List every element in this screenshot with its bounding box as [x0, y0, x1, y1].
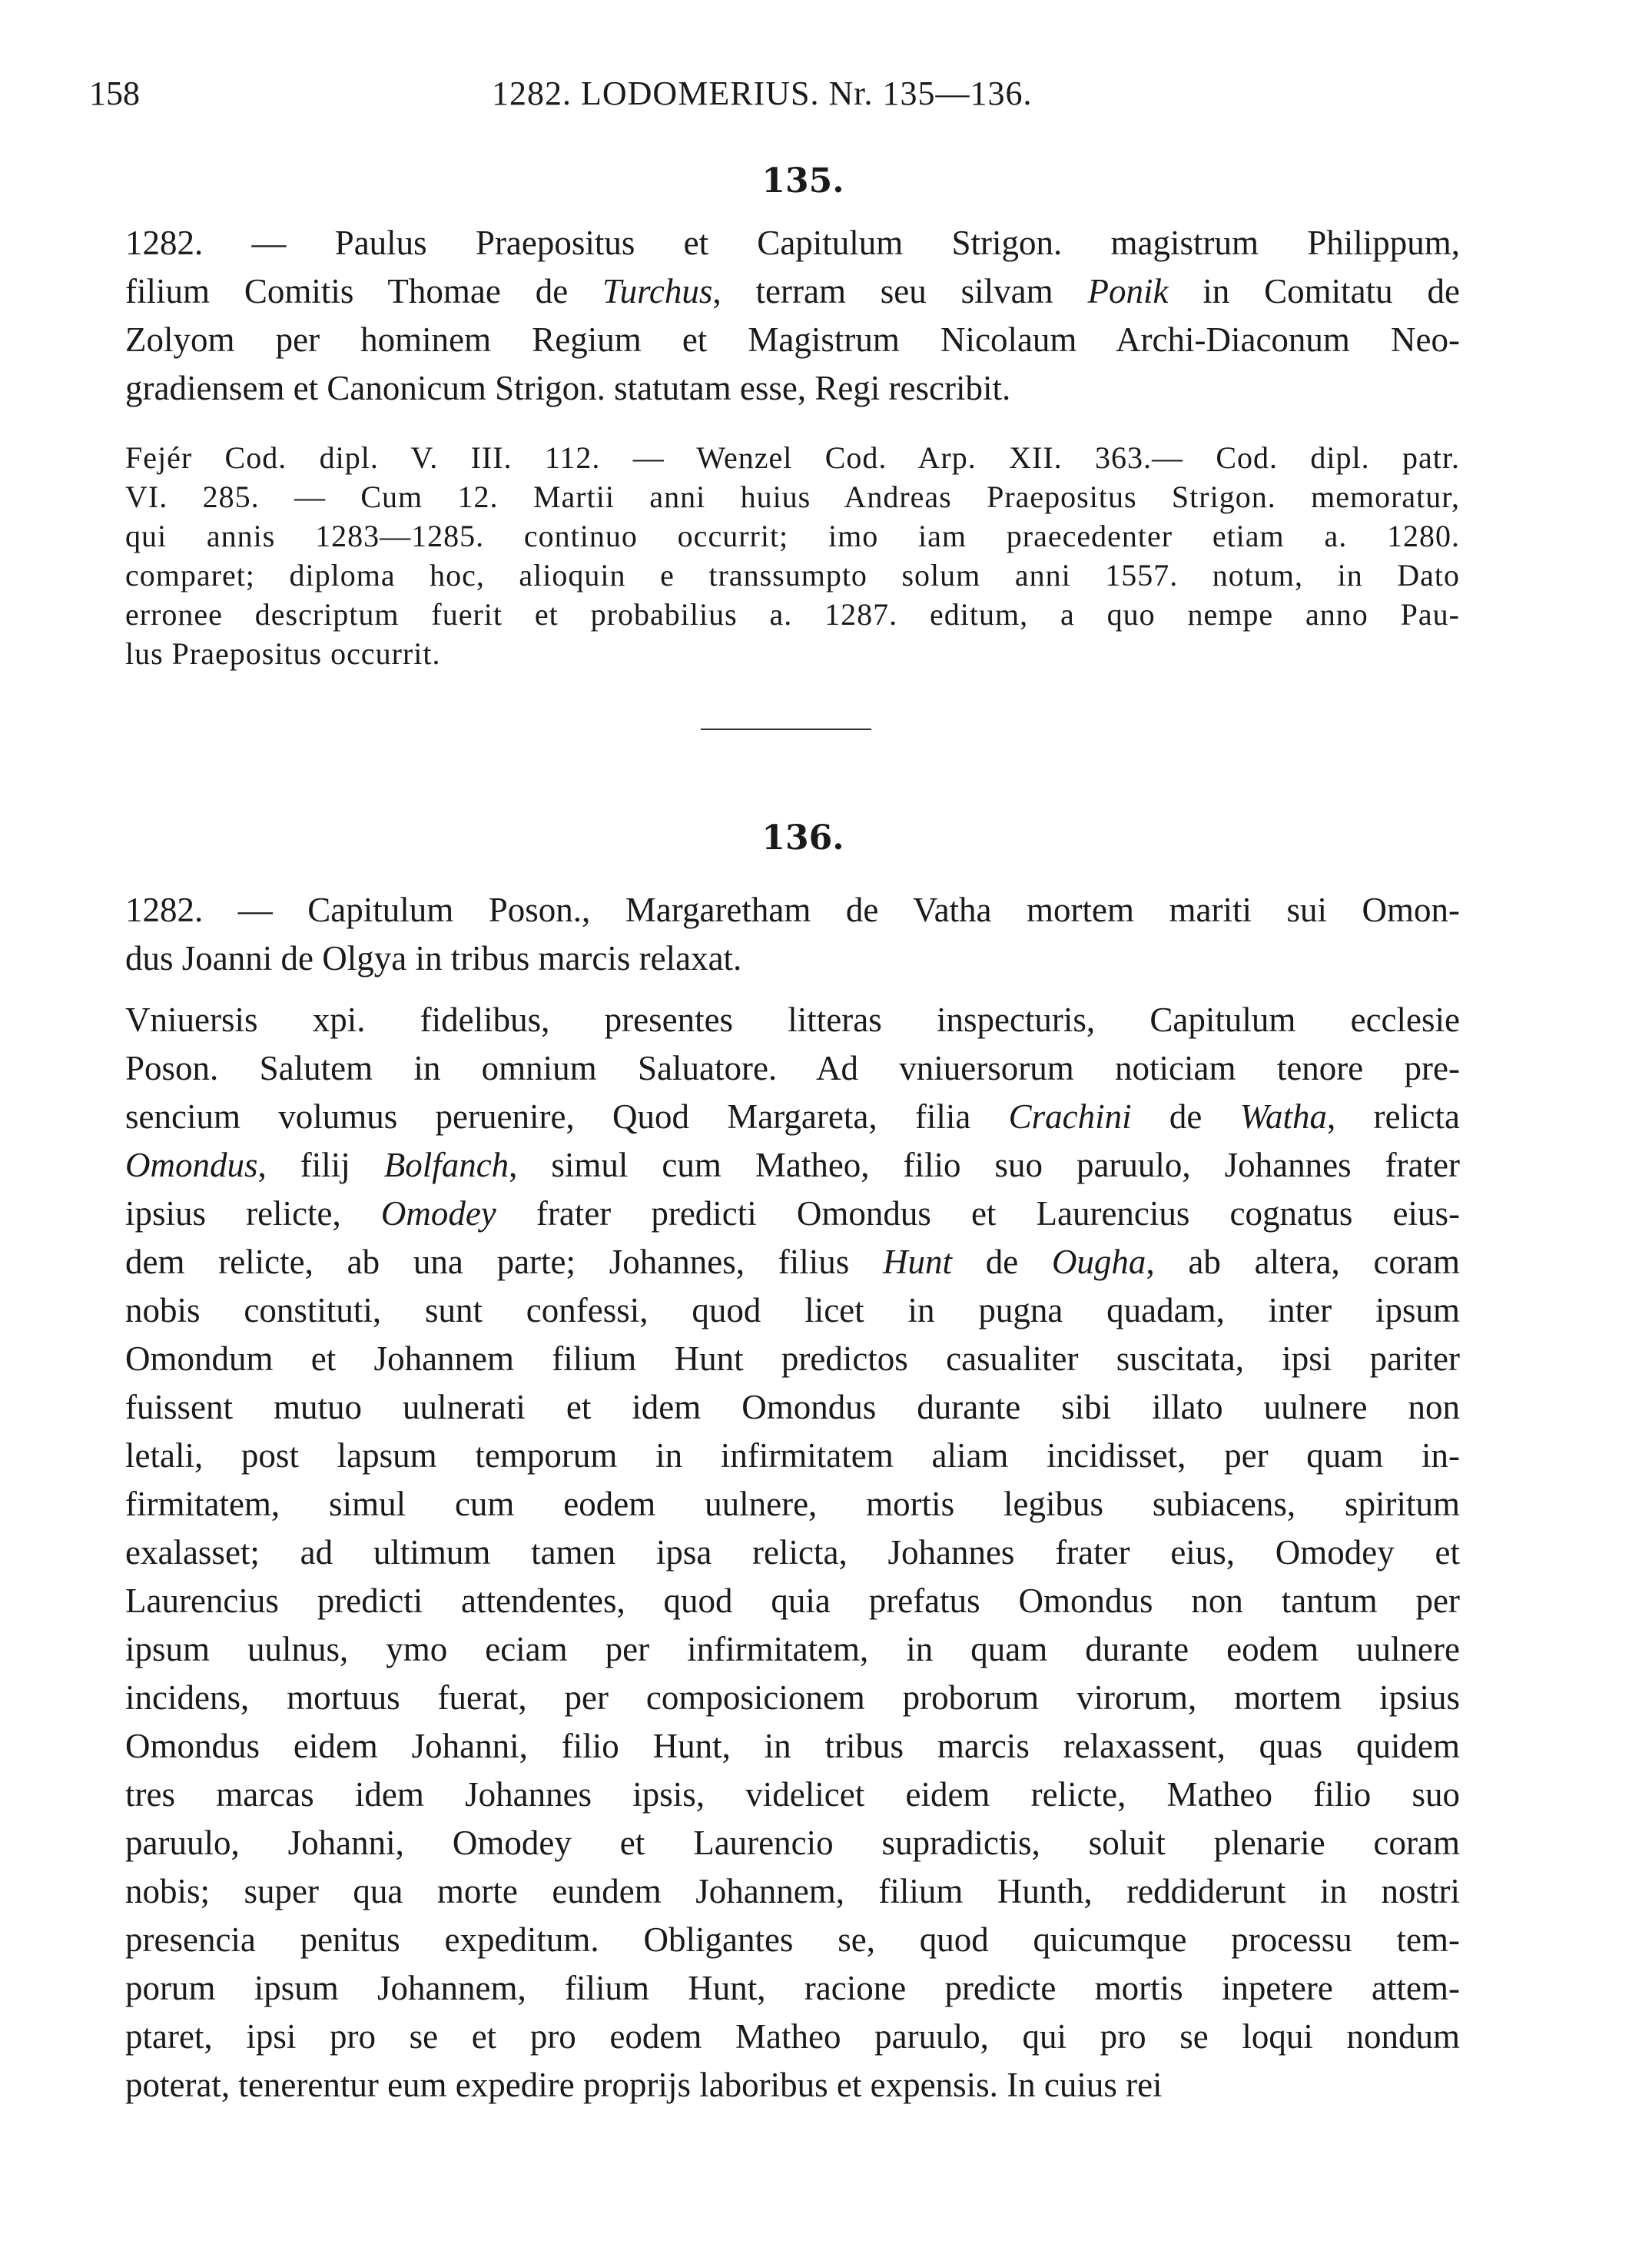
italic-name: Ponik	[1087, 272, 1169, 310]
text-line: filium Comitis Thomae de Turchus, terram seu silvam Ponik in Comitatu de	[125, 272, 1460, 310]
text-line: nobis constituti, sunt confessi, quod licet in pugna quadam, inter ipsum	[125, 1291, 1460, 1329]
text-line: erronee descriptum fuerit et probabilius a. 1287. editum, a quo nempe anno Pau-	[125, 597, 1460, 632]
text-line: fuissent mutuo uulnerati et idem Omondus durante sibi illato uulnere non	[125, 1388, 1460, 1426]
italic-name: Hunt	[882, 1243, 952, 1281]
text-line: 1282. — Paulus Praepositus et Capitulum Strigon. magistrum Philippum,	[125, 224, 1460, 262]
text-line: presencia penitus expeditum. Obligantes se, quod quicumque processu tem-	[125, 1920, 1460, 1959]
text-line: gradiensem et Canonicum Strigon. statutam esse, Regi rescribit.	[125, 369, 1011, 407]
text-line: letali, post lapsum temporum in infirmitatem aliam incidisset, per quam in-	[125, 1436, 1460, 1475]
charter-text-136	[125, 996, 1460, 2109]
page-number: 158	[89, 75, 140, 112]
text-line: porum ipsum Johannem, filium Hunt, racione predicte mortis inpetere attem-	[125, 1969, 1460, 2007]
text-line: paruulo, Johanni, Omodey et Laurencio supradictis, soluit plenarie coram	[125, 1824, 1460, 1862]
text-line: Zolyom per hominem Regium et Magistrum Nicolaum Archi-Diaconum Neo-	[125, 320, 1460, 359]
text-line: Laurencius predicti attendentes, quod quia prefatus Omondus non tantum per	[125, 1582, 1460, 1620]
text-line: Fejér Cod. dipl. V. III. 112. — Wenzel Cod. Arp. XII. 363.— Cod. dipl. patr.	[125, 440, 1460, 475]
italic-name: Omondus	[125, 1146, 258, 1184]
text-line: tres marcas idem Johannes ipsis, videlicet eidem relicte, Matheo filio suo	[125, 1775, 1460, 1814]
italic-name: Omodey	[380, 1194, 496, 1233]
regest-135	[125, 219, 1460, 413]
section-divider	[701, 729, 871, 730]
text-line: firmitatem, simul cum eodem uulnere, mortis legibus subiacens, spiritum	[125, 1485, 1460, 1523]
text-line: Omondum et Johannem filium Hunt predictos casualiter suscitata, ipsi pariter	[125, 1339, 1460, 1378]
italic-name: Watha	[1239, 1097, 1328, 1136]
text-line: dem relicte, ab una parte; Johannes, filius Hunt de Ougha, ab altera, coram	[125, 1243, 1460, 1281]
text-line: ptaret, ipsi pro se et pro eodem Matheo paruulo, qui pro se loqui nondum	[125, 2017, 1460, 2056]
italic-name: Turchus	[602, 272, 713, 310]
text-line: Omondus eidem Johanni, filio Hunt, in tribus marcis relaxassent, quas quidem	[125, 1727, 1460, 1765]
text-line: 1282. — Capitulum Poson., Margaretham de Vatha mortem mariti sui Omon-	[125, 891, 1460, 929]
running-head: 1282. LODOMERIUS. Nr. 135—136.	[492, 75, 1033, 112]
regest-136	[125, 886, 1460, 983]
document-number-136: 136.	[761, 818, 844, 858]
text-line: nobis; super qua morte eundem Johannem, filium Hunth, reddiderunt in nostri	[125, 1872, 1460, 1910]
text-line: ipsius relicte, Omodey frater predicti Omondus et Laurencius cognatus eius-	[125, 1194, 1460, 1233]
italic-name: Crachini	[1008, 1097, 1132, 1136]
text-line: Omondus, filij Bolfanch, simul cum Matheo, filio suo paruulo, Johannes frater	[125, 1146, 1460, 1184]
text-line: Vniuersis xpi. fidelibus, presentes litteras inspecturis, Capitulum ecclesie	[125, 1001, 1460, 1039]
text-line: dus Joanni de Olgya in tribus marcis relaxat.	[125, 939, 742, 977]
text-line: ipsum uulnus, ymo eciam per infirmitatem, in quam durante eodem uulnere	[125, 1630, 1460, 1668]
text-line: poterat, tenerentur eum expedire proprijs laboribus et expensis. In cuius rei	[125, 2066, 1163, 2104]
italic-name: Bolfanch	[383, 1146, 509, 1184]
text-line: VI. 285. — Cum 12. Martii anni huius Andreas Praepositus Strigon. memoratur,	[125, 480, 1460, 514]
text-line: Poson. Salutem in omnium Saluatore. Ad vniuersorum noticiam tenore pre-	[125, 1049, 1460, 1087]
text-line: incidens, mortuus fuerat, per composicionem proborum virorum, mortem ipsius	[125, 1678, 1460, 1717]
document-number-135: 135.	[761, 161, 844, 201]
text-line: qui annis 1283—1285. continuo occurrit; imo iam praecedenter etiam a. 1280.	[125, 519, 1460, 553]
italic-name: Ougha	[1051, 1243, 1146, 1281]
text-line: sencium volumus peruenire, Quod Margareta, filia Crachini de Watha, relicta	[125, 1097, 1460, 1136]
editorial-note-135	[125, 438, 1460, 673]
text-line: lus Praepositus occurrit.	[125, 636, 441, 671]
text-line: exalasset; ad ultimum tamen ipsa relicta, Johannes frater eius, Omodey et	[125, 1533, 1460, 1572]
text-line: comparet; diploma hoc, alioquin e transsumpto solum anni 1557. notum, in Dato	[125, 558, 1460, 592]
